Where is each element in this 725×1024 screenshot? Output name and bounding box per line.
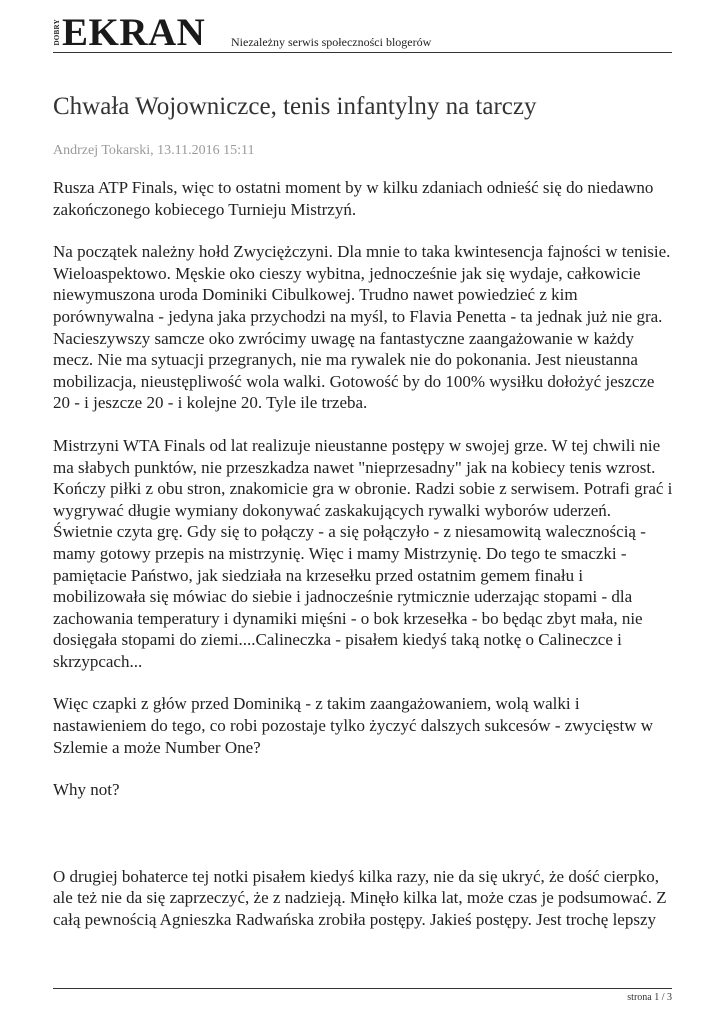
- page-number: strona 1 / 3: [627, 992, 672, 1003]
- article-paragraph-4: Więc czapki z głów przed Dominiką - z takim zaangażowaniem, wolą walki i nastawieniem do tego, co robi pozostaje tylko życzyć dalszych sukcesów - zwycięstw w Szlemie a może Number One?: [53, 694, 654, 757]
- article-paragraph-2: Na początek należny hołd Zwyciężczyni. Dla mnie to taka kwintesencja fajności w tenisie. Wieloaspektowo. Męskie oko cieszy wybitna, jednocześnie jak się wydaje, całkowicie niewymuszona uroda Dominiki Cibulkowej. Trudno nawet powiedzieć z kim porównywalna - jedyna jaka przychodzi na myśl, to Flavia Penetta - ta jednak już nie gra. Nacieszywszy samcze oko zwrócimy uwagę na fantastyczne zaangażowanie w każdy mecz. Nie ma sytuacji przegranych, nie ma rywalek nie do pokonania. Jest nieustanna mobilizacja, nieustępliwość wola walki. Gotowość by do 100% wysiłku dołożyć jeszcze 20 - i jeszcze 20 - i kolejne 20. Tyle ile trzeba.: [53, 242, 671, 413]
- article-body: [53, 177, 673, 952]
- site-tagline: Niezależny serwis społeczności blogerów: [231, 35, 432, 49]
- site-header: [53, 10, 672, 53]
- article-paragraph-6: O drugiej bohaterce tej notki pisałem kiedyś kilka razy, nie da się ukryć, że dość cierpko, ale też nie da się zaprzeczyć, że z nadzieją. Minęło kilka lat, może czas je podsumować. Z całą pewnością Agnieszka Radwańska zrobiła postępy. Jakieś postępy. Jest trochę lepszy: [53, 866, 667, 930]
- site-logo[interactable]: [53, 11, 206, 54]
- logo-main-text: EKRAN: [62, 11, 206, 54]
- article-paragraph-5: Why not?: [53, 780, 120, 800]
- article-paragraph-3: Mistrzyni WTA Finals od lat realizuje nieustanne postępy w swojej grze. W tej chwili nie ma słabych punktów, nie przeszkadza nawet "nieprzesadny" jak na kobiecy tenis wzrost. Kończy piłki z obu stron, znakomicie gra w obronie. Radzi sobie z serwisem. Potrafi grać i wygrywać długie wymiany dokonywać zaskakujących rywalki wyborów uderzeń. Świetnie czyta grę. Gdy się to połączy - a się połączyło - z niesamowitą walecznością - mamy gotowy przepis na mistrzynię. Więc i mamy Mistrzynię. Do tego te smaczki - pamiętacie Państwo, jak siedziała na krzesełku przed ostatnim gemem finału i mobilizowała się mówiac do siebie i jadnocześnie rytmicznie uderzając stopami - dla zachowania temperatury i dynamiki mięśni - o bok krzesełka - bo będąc zbyt mała, nie dosięgała stopami do ziemi....Calineczka - pisałem kiedyś taką notkę o Calineczce i skrzypcach...: [53, 435, 673, 671]
- page-footer: [53, 988, 672, 1009]
- article-paragraph-1: Rusza ATP Finals, więc to ostatni moment by w kilku zdaniach odnieść się do niedawno zakończonego kobiecego Turnieju Mistrzyń.: [53, 178, 654, 219]
- logo-small-text: DOBRY: [53, 19, 61, 46]
- article-byline: Andrzej Tokarski, 13.11.2016 15:11: [53, 143, 255, 158]
- article-title: Chwała Wojowniczce, tenis infantylny na tarczy: [53, 93, 537, 120]
